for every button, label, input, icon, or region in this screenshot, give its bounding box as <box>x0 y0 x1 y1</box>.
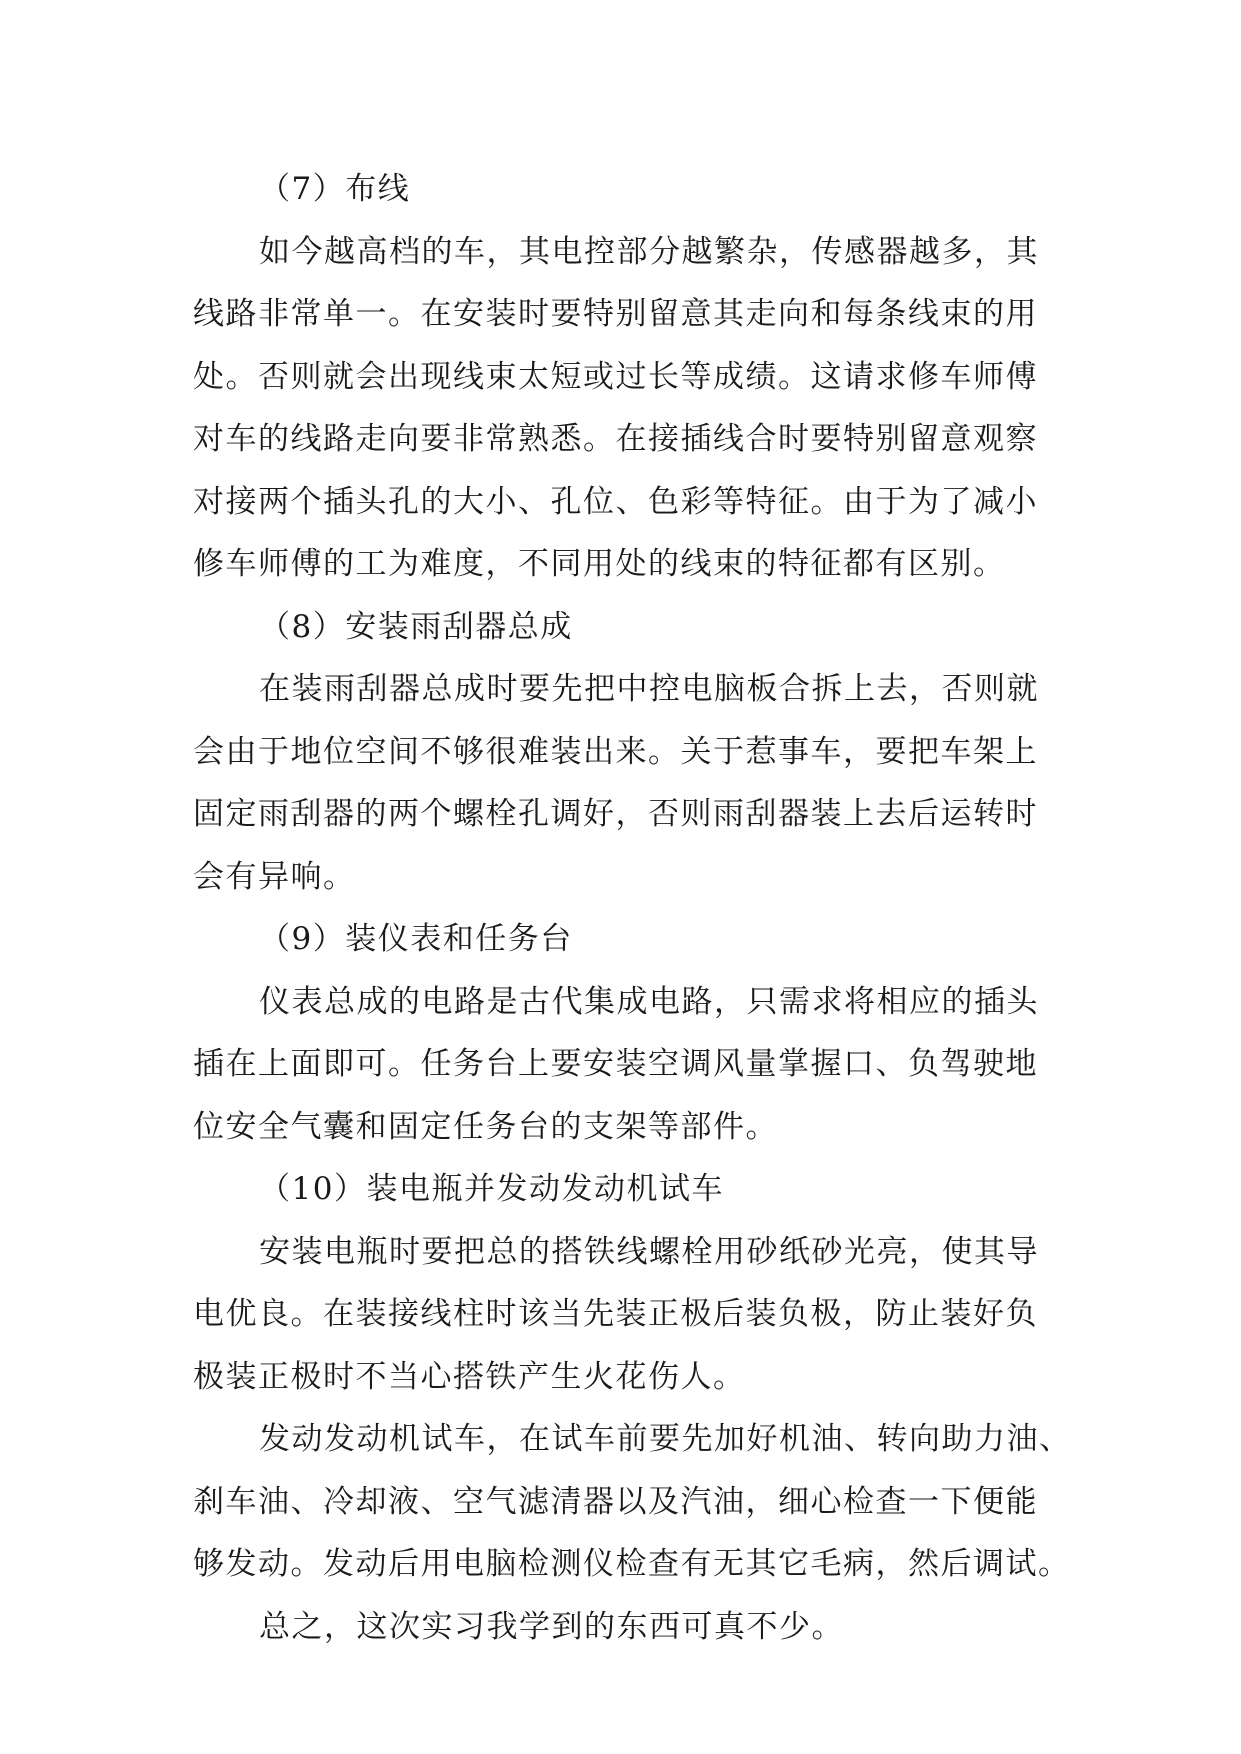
paragraph-line: 总之，这次实习我学到的东西可真不少。 <box>259 1608 844 1645</box>
paragraph-line: 会由于地位空间不够很难装出来。关于惹事车，要把车架上 <box>193 733 1038 770</box>
paragraph-line: 插在上面即可。任务台上要安装空调风量掌握口、负驾驶地 <box>193 1046 1038 1082</box>
paragraph-line: 极装正极时不当心搭铁产生火花伤人。 <box>193 1358 746 1395</box>
section-heading-9: （9）装仪表和任务台 <box>259 921 573 957</box>
document-page <box>193 158 1072 1658</box>
paragraph-line: 仪表总成的电路是古代集成电路，只需求将相应的插头 <box>259 983 1039 1020</box>
section-heading-8: （8）安装雨刮器总成 <box>259 608 573 645</box>
paragraph-line: 对接两个插头孔的大小、孔位、色彩等特征。由于为了减小 <box>193 483 1038 520</box>
paragraph-line: 固定雨刮器的两个螺栓孔调好，否则雨刮器装上去后运转时 <box>193 796 1038 832</box>
paragraph-line: 会有异响。 <box>193 858 356 895</box>
paragraph-line: 如今越高档的车，其电控部分越繁杂，传感器越多，其 <box>259 233 1039 270</box>
paragraph-line: 安装电瓶时要把总的搭铁线螺栓用砂纸砂光亮，使其导 <box>259 1233 1039 1270</box>
paragraph-line: 电优良。在装接线柱时该当先装正极后装负极，防止装好负 <box>193 1296 1038 1332</box>
paragraph-line: 处。否则就会出现线束太短或过长等成绩。这请求修车师傅 <box>193 358 1038 395</box>
paragraph-line: 线路非常单一。在安装时要特别留意其走向和每条线束的用 <box>193 296 1038 332</box>
section-heading-10: （10）装电瓶并发动发动机试车 <box>259 1171 724 1207</box>
paragraph-line: 刹车油、冷却液、空气滤清器以及汽油，细心检查一下便能 <box>193 1483 1038 1520</box>
paragraph-line: 够发动。发动后用电脑检测仪检查有无其它毛病，然后调试。 <box>193 1546 1071 1582</box>
paragraph-line: 修车师傅的工为难度，不同用处的线束的特征都有区别。 <box>193 546 1006 582</box>
section-heading-7: （7）布线 <box>259 171 411 207</box>
paragraph-line: 在装雨刮器总成时要先把中控电脑板合拆上去，否则就 <box>259 671 1039 707</box>
paragraph-line: 对车的线路走向要非常熟悉。在接插线合时要特别留意观察 <box>193 421 1038 457</box>
paragraph-line: 位安全气囊和固定任务台的支架等部件。 <box>193 1108 778 1145</box>
paragraph-line: 发动发动机试车，在试车前要先加好机油、转向助力油、 <box>259 1421 1072 1457</box>
